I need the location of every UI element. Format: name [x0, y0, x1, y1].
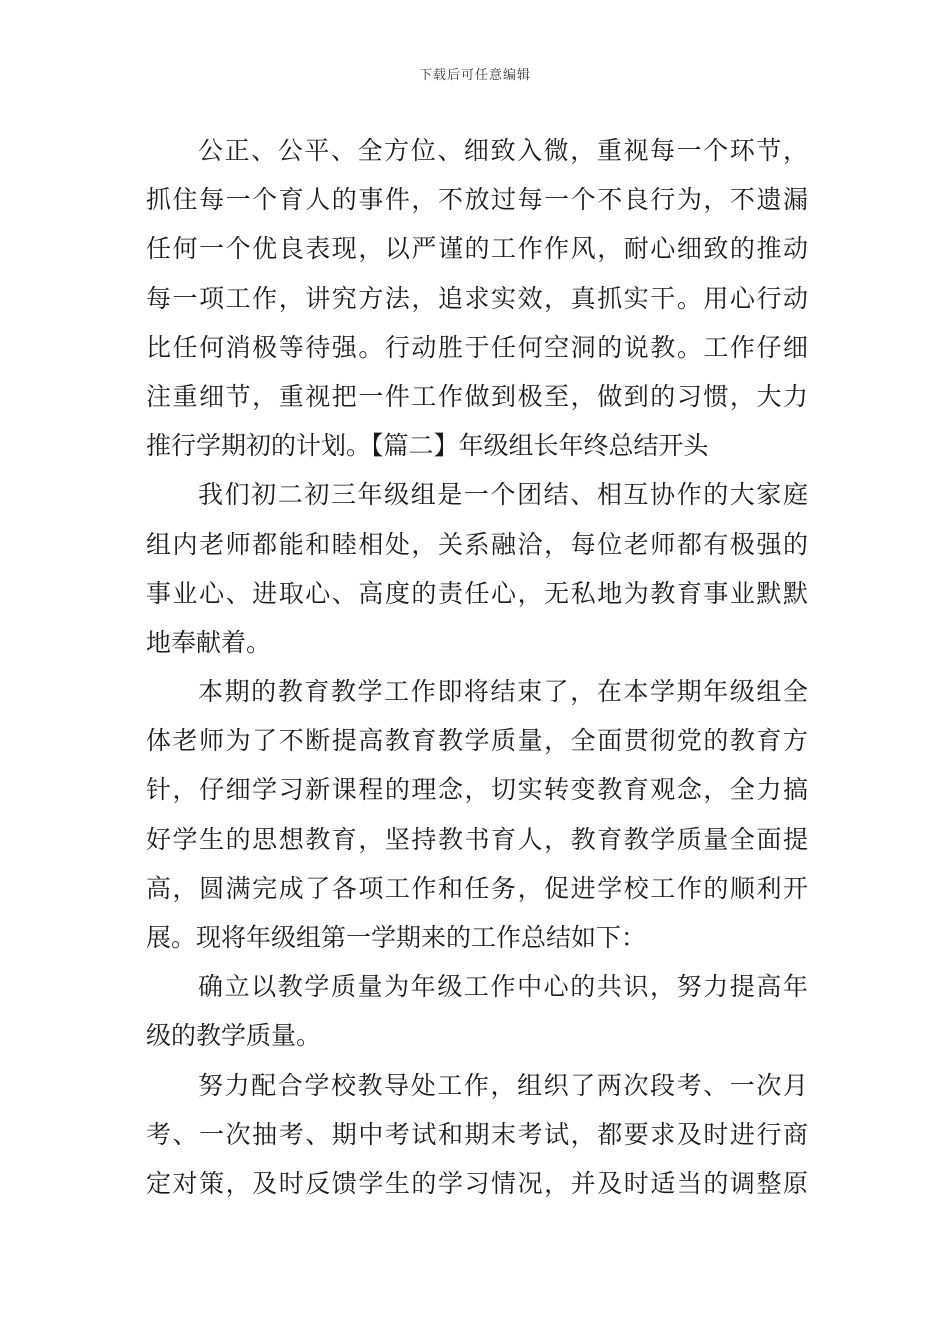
text-line: 体老师为了不断提高教育教学质量，全面贯彻党的教育方 — [146, 726, 808, 756]
text-line: 组内老师都能和睦相处，关系融洽，每位老师都有极强的 — [146, 529, 808, 559]
text-line: 抓住每一个育人的事件，不放过每一个不良行为，不遗漏 — [146, 185, 808, 215]
text-line: 好学生的思想教育，坚持教书育人，教育教学质量全面提 — [146, 824, 808, 854]
text-line: 展。现将年级组第一学期来的工作总结如下： — [146, 923, 647, 952]
text-line: 注重细节，重视把一件工作做到极至，做到的习惯，大力 — [146, 381, 808, 411]
text-line: 地奉献着。 — [146, 627, 272, 657]
text-line: 任何一个优良表现，以严谨的工作作风，耐心细致的推动 — [146, 234, 808, 264]
text-line: 定对策，及时反馈学生的学习情况，并及时适当的调整原 — [146, 1168, 808, 1198]
text-line: 针，仔细学习新课程的理念，切实转变教育观念，全力搞 — [146, 775, 808, 805]
text-line: 级的教学质量。 — [146, 1021, 322, 1051]
text-line: 高，圆满完成了各项工作和任务，促进学校工作的顺利开 — [146, 873, 808, 903]
page-header: 下载后可任意编辑 — [418, 68, 531, 83]
text-line: 考、一次抽考、期中考试和期末考试，都要求及时进行商 — [146, 1119, 808, 1149]
text-line: 我们初二初三年级组是一个团结、相互协作的大家庭 — [198, 480, 808, 510]
text-line: 公正、公平、全方位、细致入微，重视每一个环节， — [198, 136, 808, 165]
text-line: 本期的教育教学工作即将结束了，在本学期年级组全 — [198, 677, 808, 707]
text-line: 确立以教学质量为年级工作中心的共识，努力提高年 — [198, 972, 808, 1002]
text-line: 推行学期初的计划。【篇二】年级组长年终总结开头 — [146, 431, 709, 461]
document-body — [146, 126, 808, 1208]
text-line: 努力配合学校教导处工作，组织了两次段考、一次月 — [198, 1070, 808, 1100]
text-line: 事业心、进取心、高度的责任心，无私地为教育事业默默 — [146, 578, 808, 608]
text-line: 每一项工作，讲究方法，追求实效，真抓实干。用心行动 — [146, 283, 808, 313]
text-line: 比任何消极等待强。行动胜于任何空洞的说教。工作仔细 — [146, 332, 808, 362]
